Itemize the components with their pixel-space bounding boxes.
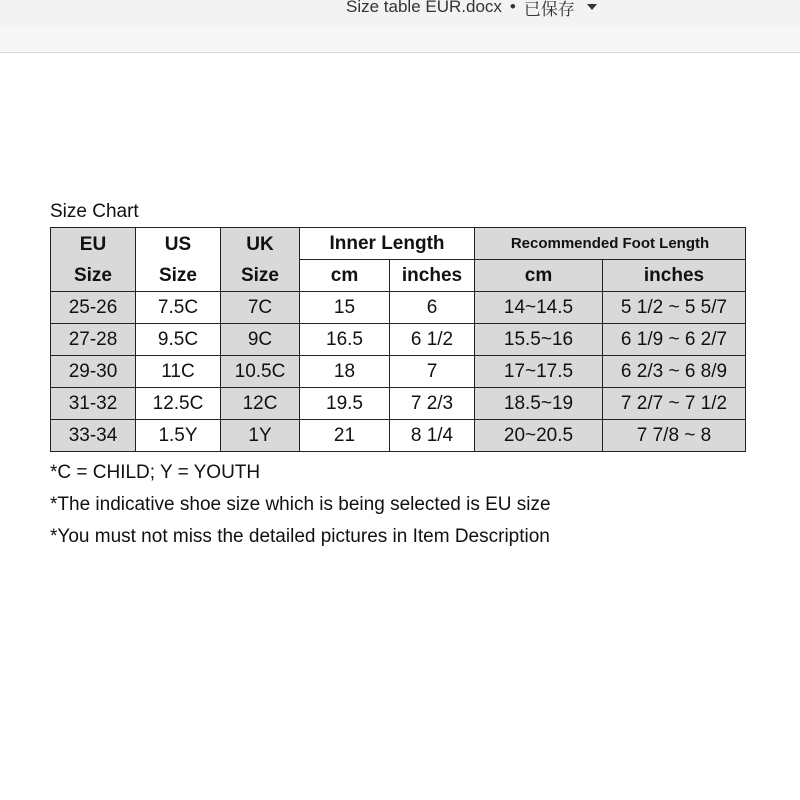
header-us-size <box>136 228 221 292</box>
document-title: Size table EUR.docx <box>346 0 502 16</box>
cell-inner-cm: 19.5 <box>300 388 390 420</box>
header-eu-line2: Size <box>73 264 113 286</box>
cell-eu: 25-26 <box>51 292 136 324</box>
header-foot-inches: inches <box>603 260 746 292</box>
cell-us: 1.5Y <box>136 420 221 452</box>
toolbar-strip <box>0 26 800 53</box>
table-row <box>51 292 746 324</box>
cell-inner-inches: 7 2/3 <box>390 388 475 420</box>
note-line: *The indicative shoe size which is being selected is EU size <box>50 494 551 515</box>
cell-foot-cm: 18.5~19 <box>475 388 603 420</box>
table-row <box>51 420 746 452</box>
chart-title: Size Chart <box>50 201 139 222</box>
cell-foot-inches: 6 1/9 ~ 6 2/7 <box>603 324 746 356</box>
cell-uk: 10.5C <box>221 356 300 388</box>
cell-inner-cm: 16.5 <box>300 324 390 356</box>
cell-uk: 12C <box>221 388 300 420</box>
header-uk-line2: Size <box>240 264 280 286</box>
cell-inner-inches: 7 <box>390 356 475 388</box>
cell-uk: 1Y <box>221 420 300 452</box>
header-row-1 <box>51 228 746 260</box>
size-table <box>50 227 746 452</box>
note-line: *You must not miss the detailed pictures in Item Description <box>50 526 550 547</box>
header-inner-cm: cm <box>300 260 390 292</box>
table-row <box>51 324 746 356</box>
cell-eu: 33-34 <box>51 420 136 452</box>
cell-inner-cm: 18 <box>300 356 390 388</box>
header-us-line2: Size <box>158 264 198 286</box>
cell-foot-cm: 20~20.5 <box>475 420 603 452</box>
header-uk-line1: UK <box>246 233 274 255</box>
cell-eu: 29-30 <box>51 356 136 388</box>
cell-inner-inches: 8 1/4 <box>390 420 475 452</box>
title-bar <box>0 0 800 26</box>
cell-eu: 31-32 <box>51 388 136 420</box>
cell-inner-inches: 6 1/2 <box>390 324 475 356</box>
cell-inner-cm: 15 <box>300 292 390 324</box>
table-row <box>51 388 746 420</box>
cell-us: 11C <box>136 356 221 388</box>
header-eu-size <box>51 228 136 292</box>
document-title-button[interactable] <box>346 0 597 22</box>
cell-uk: 7C <box>221 292 300 324</box>
cell-inner-cm: 21 <box>300 420 390 452</box>
cell-foot-inches: 6 2/3 ~ 6 8/9 <box>603 356 746 388</box>
header-foot-cm: cm <box>475 260 603 292</box>
cell-foot-cm: 14~14.5 <box>475 292 603 324</box>
cell-uk: 9C <box>221 324 300 356</box>
save-status: 已保存 <box>523 0 575 19</box>
cell-us: 9.5C <box>136 324 221 356</box>
header-recommended-foot-length: Recommended Foot Length <box>475 228 746 260</box>
cell-foot-inches: 7 2/7 ~ 7 1/2 <box>603 388 746 420</box>
title-separator: • <box>509 0 516 16</box>
cell-foot-inches: 5 1/2 ~ 5 5/7 <box>603 292 746 324</box>
cell-foot-inches: 7 7/8 ~ 8 <box>603 420 746 452</box>
document-page[interactable] <box>0 53 800 800</box>
table-row <box>51 356 746 388</box>
cell-foot-cm: 15.5~16 <box>475 324 603 356</box>
cell-us: 7.5C <box>136 292 221 324</box>
cell-eu: 27-28 <box>51 324 136 356</box>
header-us-line1: US <box>164 233 192 255</box>
cell-inner-inches: 6 <box>390 292 475 324</box>
header-eu-line1: EU <box>79 233 107 255</box>
notes <box>50 457 551 553</box>
note-line: *C = CHILD; Y = YOUTH <box>50 462 261 483</box>
cell-us: 12.5C <box>136 388 221 420</box>
header-inner-inches: inches <box>390 260 475 292</box>
chevron-down-icon[interactable] <box>587 4 597 10</box>
header-uk-size <box>221 228 300 292</box>
cell-foot-cm: 17~17.5 <box>475 356 603 388</box>
header-inner-length: Inner Length <box>300 228 475 260</box>
